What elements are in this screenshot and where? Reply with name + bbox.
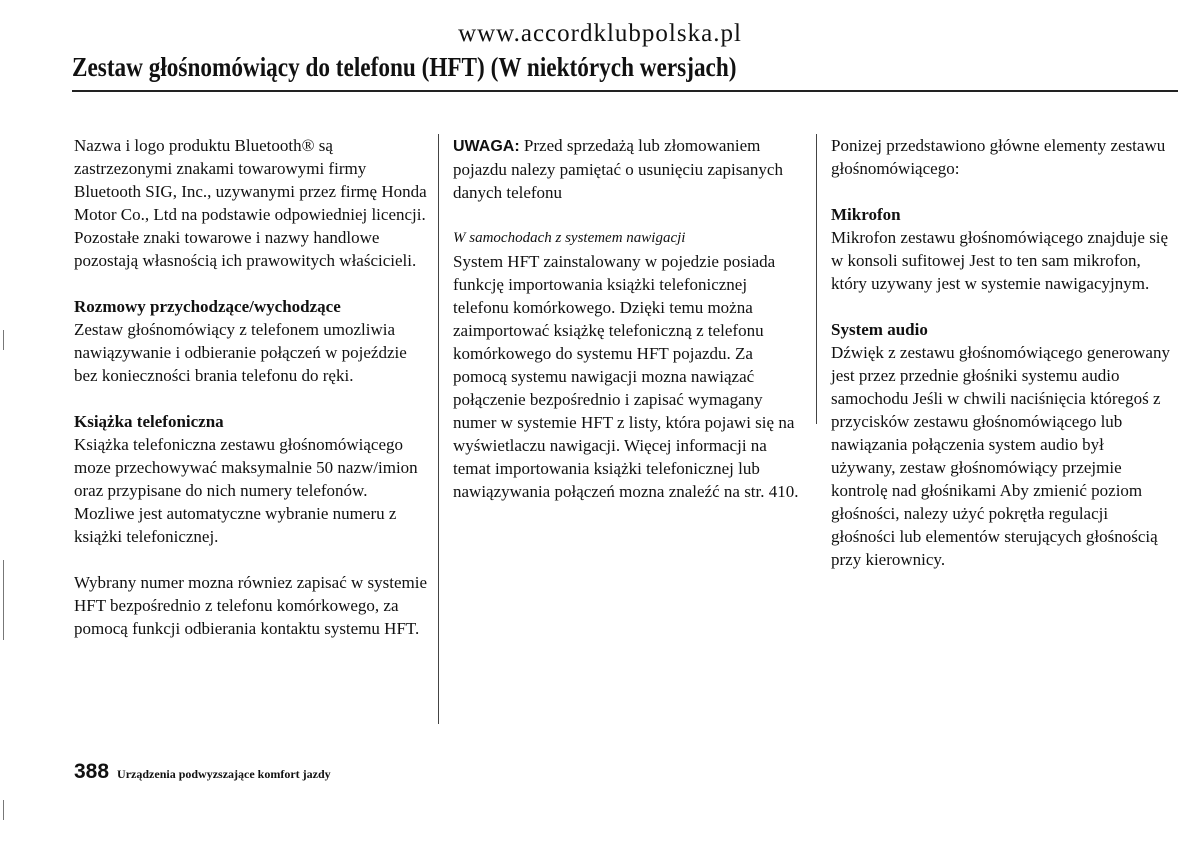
website-url: www.accordklubpolska.pl <box>458 20 742 47</box>
column-left <box>74 134 430 640</box>
phonebook-paragraph: Książka telefoniczna zestawu głośnomówiącego moze przechowywać maksymalnie 50 nazw/imion oraz przypisane do nich numery telefonów. Mozliwe jest automatyczne wybranie numeru z książki telefonicznej. <box>74 435 418 546</box>
column-middle <box>453 134 805 503</box>
microphone-heading: Mikrofon <box>831 205 901 224</box>
elements-intro: Ponizej przedstawiono główne elementy zestawu głośnomówiącego: <box>831 136 1166 178</box>
phonebook-heading: Książka telefoniczna <box>74 412 224 431</box>
page-footer <box>74 760 331 784</box>
saved-number-paragraph: Wybrany numer mozna równiez zapisać w systemie HFT bezpośrednio z telefonu komórkowego, za pomocą funkcji odbierania kontaktu systemu HFT. <box>74 573 428 638</box>
warning-text: Przed sprzedażą lub złomowaniem pojazdu nalezy pamiętać o usunięciu zapisanych danych telefonu <box>453 136 783 202</box>
navigation-paragraph: System HFT zainstalowany w pojedzie posiada funkcję importowania książki telefonicznej telefonu komórkowego. Dzięki temu można zaimportować książkę telefoniczną z telefonu komórkowego do systemu HFT pojazdu. Za pomocą systemu nawigacji mozna nawiązać połączenie bezpośrednio i zapisać wymagany numer w systemie HFT z listy, która pojawi się na wyświetlaczu nawigacji. Więcej informacji na temat importowania książki telefonicznej lub nawiązywania połączeń mozna znaleźć na str. 410. <box>453 252 799 501</box>
section-name: Urządzenia podwyzszające komfort jazdy <box>117 767 331 781</box>
scan-edge-mark <box>3 800 4 820</box>
microphone-paragraph: Mikrofon zestawu głośnomówiącego znajduje się w konsoli sufitowej Jest to ten sam mikrofon, który uzywany jest w systemie nawigacyjnym. <box>831 228 1169 293</box>
calls-paragraph: Zestaw głośnomówiący z telefonem umozliwia nawiązywanie i odbieranie połączeń w pojeździe bez konieczności brania telefonu do ręki. <box>74 320 407 385</box>
page-title: Zestaw głośnomówiący do telefonu (HFT) (W niektórych wersjach) <box>72 52 737 82</box>
warning-note <box>453 134 805 204</box>
page-number: 388 <box>74 760 110 783</box>
trademark-paragraph: Nazwa i logo produktu Bluetooth® są zastrzezonymi znakami towarowymi firmy Bluetooth SIG, Inc., uzywanymi przez firmę Honda Motor Co., Ltd na podstawie odpowiedniej licencji. Pozostałe znaki towarowe i nazwy handlowe pozostają własnością ich prawowitych właścicieli. <box>74 136 427 270</box>
warning-label: UWAGA: <box>453 138 520 155</box>
scan-edge-mark <box>3 560 4 640</box>
audio-heading: System audio <box>831 320 928 339</box>
calls-heading: Rozmowy przychodzące/wychodzące <box>74 297 341 316</box>
column-divider <box>438 134 439 724</box>
audio-paragraph: Dźwięk z zestawu głośnomówiącego generowany jest przez przednie głośniki systemu audio samochodu Jeśli w chwili naciśnięcia któregoś z przycisków zestawu głośnomówiącego lub nawiązania połączenia system audio był używany, zestaw głośnomówiący przejmie kontrolę nad głośnikami Aby zmienić poziom głośności, nalezy użyć pokrętła regulacji głośności lub elementów sterujących głośnością przy kierownicy. <box>831 343 1170 569</box>
scan-edge-mark <box>3 330 4 350</box>
navigation-heading: W samochodach z systemem nawigacji <box>453 230 686 246</box>
column-right <box>831 134 1171 571</box>
title-rule <box>72 90 1178 92</box>
column-divider <box>816 134 817 424</box>
